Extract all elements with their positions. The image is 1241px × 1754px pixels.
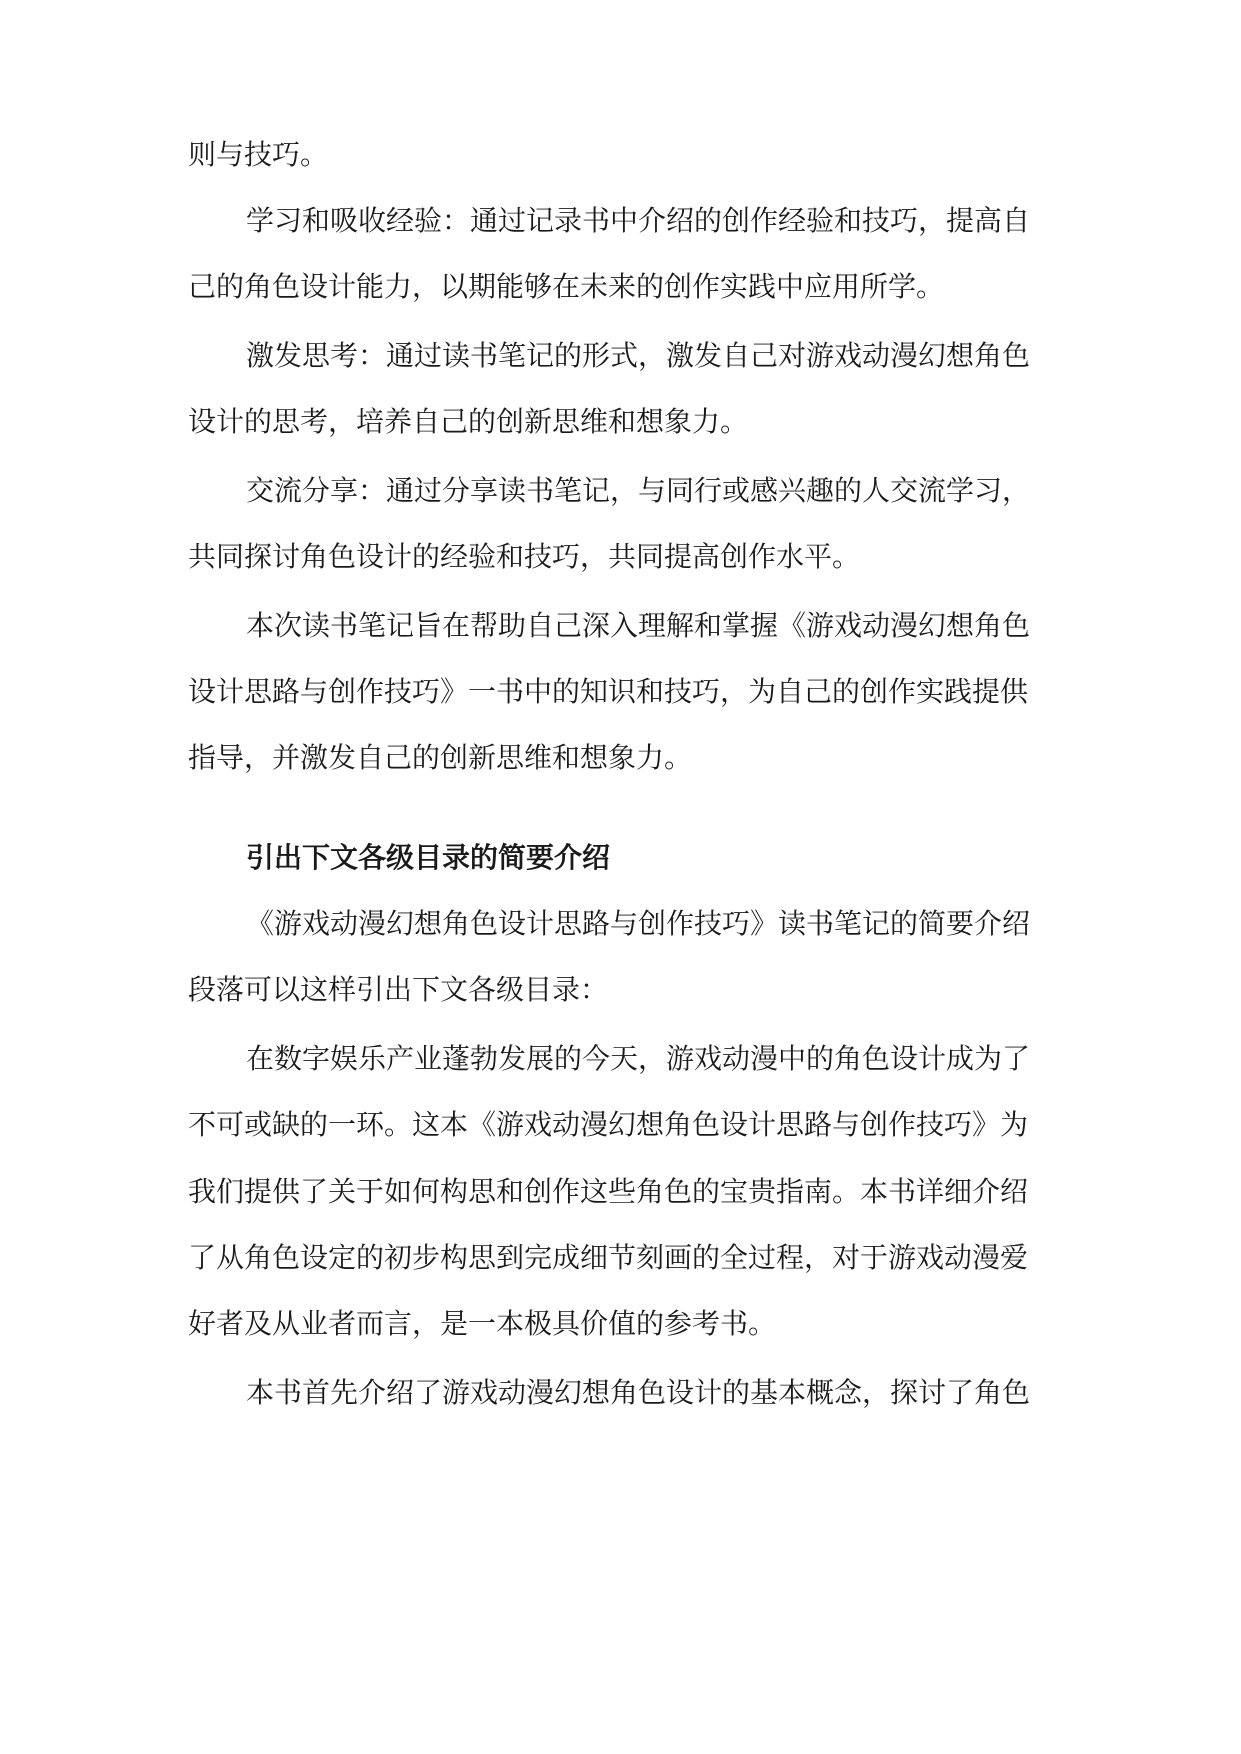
paragraph-line: 段落可以这样引出下文各级目录： [188, 973, 609, 1006]
paragraph-line: 《游戏动漫幻想角色设计思路与创作技巧》读书笔记的简要介绍 [246, 907, 1031, 940]
paragraph-line: 设计思路与创作技巧》一书中的知识和技巧，为自己的创作实践提供 [188, 675, 1029, 708]
paragraph-line: 指导，并激发自己的创新思维和想象力。 [188, 741, 693, 774]
paragraph-line: 共同探讨角色设计的经验和技巧，共同提高创作水平。 [188, 540, 861, 573]
section-heading: 引出下文各级目录的简要介绍 [246, 841, 611, 874]
paragraph-line: 交流分享：通过分享读书笔记，与同行或感兴趣的人交流学习， [246, 474, 1031, 507]
paragraph-line: 激发思考：通过读书笔记的形式，激发自己对游戏动漫幻想角色 [246, 339, 1031, 372]
paragraph-line: 设计的思考，培养自己的创新思维和想象力。 [188, 405, 749, 438]
paragraph-line: 不可或缺的一环。这本《游戏动漫幻想角色设计思路与创作技巧》为 [188, 1108, 1029, 1141]
paragraph-line: 了从角色设定的初步构思到完成细节刻画的全过程，对于游戏动漫爱 [188, 1241, 1029, 1274]
paragraph-line: 在数字娱乐产业蓬勃发展的今天，游戏动漫中的角色设计成为了 [246, 1042, 1031, 1075]
paragraph-line: 学习和吸收经验：通过记录书中介绍的创作经验和技巧，提高自 [246, 204, 1031, 237]
paragraph-line: 己的角色设计能力，以期能够在未来的创作实践中应用所学。 [188, 270, 945, 303]
paragraph-line: 本次读书笔记旨在帮助自己深入理解和掌握《游戏动漫幻想角色 [246, 609, 1031, 642]
paragraph-line: 好者及从业者而言，是一本极具价值的参考书。 [188, 1307, 777, 1340]
paragraph-line: 我们提供了关于如何构思和创作这些角色的宝贵指南。本书详细介绍 [188, 1175, 1029, 1208]
paragraph-line: 则与技巧。 [188, 138, 329, 171]
paragraph-line: 本书首先介绍了游戏动漫幻想角色设计的基本概念，探讨了角色 [246, 1376, 1031, 1409]
